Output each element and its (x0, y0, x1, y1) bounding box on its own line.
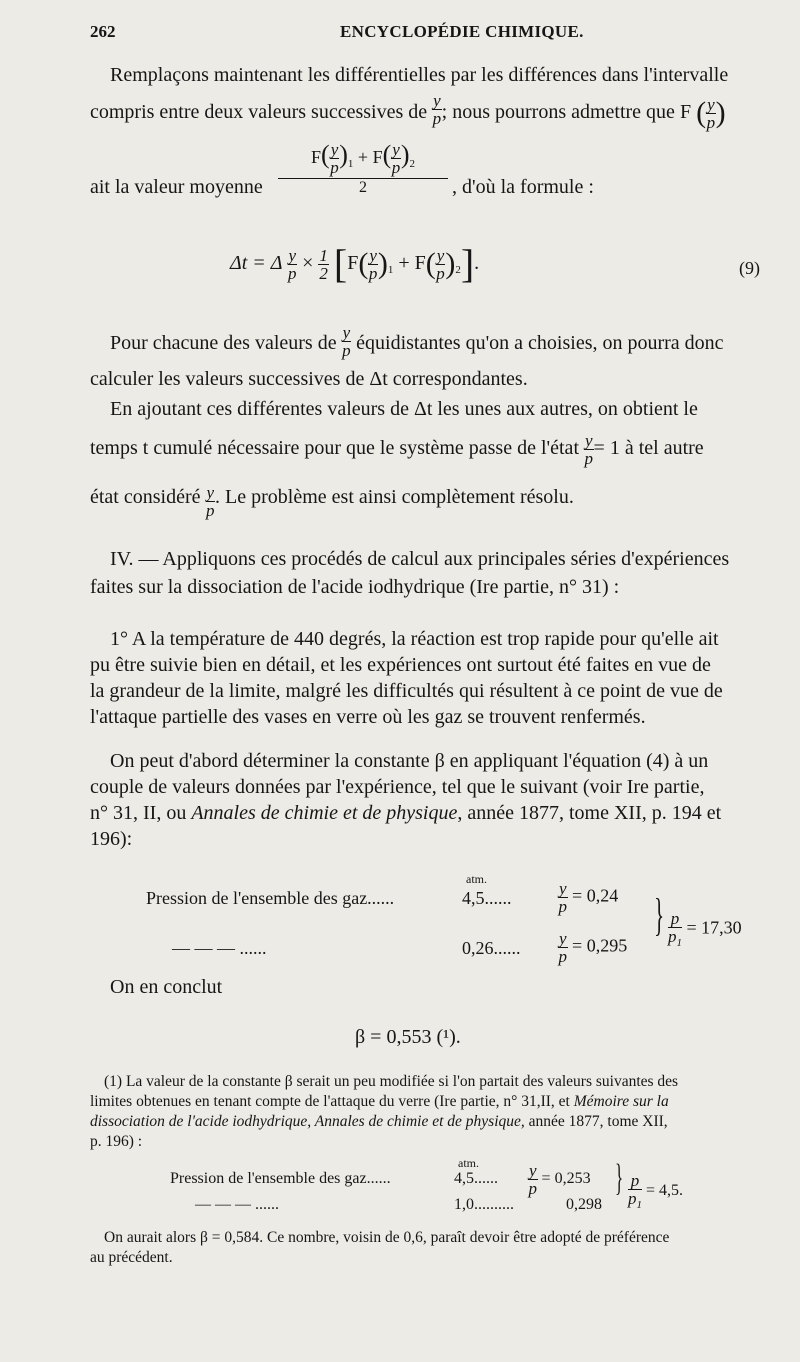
table1-row2-ratio: $\frac{y}{p}$ = 0,295 (558, 929, 628, 966)
para1-line2: compris entre deux valeurs successives de $\frac{y}{p}$ ; nous pourrons admettre que F ( $\frac{y}{p}$ ) (90, 91, 726, 132)
beta-result: β = 0,553 (¹). (355, 1026, 461, 1048)
para2-line1: Pour chacune des valeurs de $\frac{y}{p}$ équidistantes qu'on a choisies, on pourra donc (110, 323, 724, 360)
footnote-row2-label: — — — ...... (195, 1196, 279, 1213)
footnote-row1-label: Pression de l'ensemble des gaz...... (170, 1170, 391, 1187)
footnote-row2-value: 1,0.......... (454, 1196, 514, 1213)
footnote-row2-ratio: 0,298 (566, 1196, 602, 1213)
running-title: ENCYCLOPÉDIE CHIMIQUE. (340, 22, 584, 41)
footnote-line6: au précédent. (90, 1249, 173, 1266)
table1-brace: } (654, 889, 665, 940)
para6-line1: On peut d'abord déterminer la constante β en appliquant l'équation (4) à un (110, 750, 709, 772)
table1-conclusion: On en conclut (110, 976, 223, 998)
footnote-row1-value: 4,5...... (454, 1170, 498, 1187)
para1-line3-lead: ait la valeur moyenne (90, 176, 263, 198)
para3-line2: temps t cumulé nécessaire pour que le système passe de l'état $\frac{y}{p}$ = 1 à tel autre (90, 431, 704, 468)
table1-row2-label: — — — ...... (172, 938, 267, 958)
para4-line2: faites sur la dissociation de l'acide iodhydrique (Ire partie, n° 31) : (90, 576, 620, 598)
para4-line1: IV. — Appliquons ces procédés de calcul aux principales séries d'expériences (110, 548, 730, 570)
table1-row2-value: 0,26...... (462, 938, 521, 958)
para6-line2: couple de valeurs données par l'expérience, tel que le suivant (voir Ire partie, (90, 776, 705, 798)
table1-row1-label: Pression de l'ensemble des gaz...... (146, 888, 395, 908)
para5-line2: pu être suivie bien en détail, et les expériences ont surtout été faites en vue de (90, 654, 711, 676)
para5-line4: l'attaque partielle des vases en verre où les gaz se trouvent renfermés. (90, 706, 646, 728)
page-header (90, 22, 760, 48)
table1-ratio-result: $\frac{p}{p_1}$ = 17,30 (668, 909, 742, 949)
para5-line3: la grandeur de la limite, malgré les difficultés qui résultent à ce point de vue de (90, 680, 723, 702)
para5-line1: 1° A la température de 440 degrés, la réaction est trop rapide pour qu'elle ait (110, 628, 719, 650)
table1-row1-ratio: $\frac{y}{p}$ = 0,24 (558, 879, 619, 916)
para6-line4: 196): (90, 828, 133, 850)
para1-line1: Remplaçons maintenant les différentielles par les différences dans l'intervalle (110, 64, 729, 86)
footnote-ratio-result: $\frac{p}{p_1}$ = 4,5. (628, 1171, 684, 1211)
mean-fraction: F( $\frac{y}{p}$ )$_1 + F$( $\frac{y}{p}$ )$_2$ 2 (278, 140, 448, 197)
footnote-unit: atm. (458, 1156, 479, 1170)
para3-line1: En ajoutant ces différentes valeurs de Δt les unes aux autres, on obtient le (110, 398, 698, 420)
footnote-line2: limites obtenues en tenant compte de l'attaque du verre (Ire partie, n° 31,II, et Mémoire sur la (90, 1093, 669, 1110)
para1-line3-tail: , d'où la formule : (452, 176, 594, 198)
equation-number: (9) (739, 258, 760, 278)
footnote-row1-ratio: $\frac{y}{p}$ = 0,253 (528, 1161, 591, 1198)
footnote-line5: On aurait alors β = 0,584. Ce nombre, voisin de 0,6, paraît devoir être adopté de préférence (104, 1229, 670, 1246)
equation-9: Δt = Δ $\frac{y}{p}$ × $\frac{1}{2}$ [F( $\frac{y}{p}$ )$_1 + F$( $\frac{y}{p}$ )$_2$]. (230, 241, 480, 286)
table1-row1-value: 4,5...... (462, 888, 512, 908)
para3-line3: état considéré $\frac{y}{p}$ . Le problème est ainsi complètement résolu. (90, 483, 574, 520)
para2-line2: calculer les valeurs successives de Δt correspondantes. (90, 368, 528, 390)
para6-line3: n° 31, II, ou Annales de chimie et de physique, année 1877, tome XII, p. 194 et (90, 802, 722, 824)
footnote-line1: (1) La valeur de la constante β serait un peu modifiée si l'on partait des valeurs suivantes des (104, 1073, 679, 1090)
page-number: 262 (90, 22, 116, 41)
footnote-brace: } (615, 1157, 624, 1199)
footnote-line4: p. 196) : (90, 1133, 143, 1150)
table1-unit: atm. (466, 872, 487, 886)
footnote-line3: dissociation de l'acide iodhydrique, Annales de chimie et de physique, année 1877, tome XII, (90, 1113, 668, 1130)
